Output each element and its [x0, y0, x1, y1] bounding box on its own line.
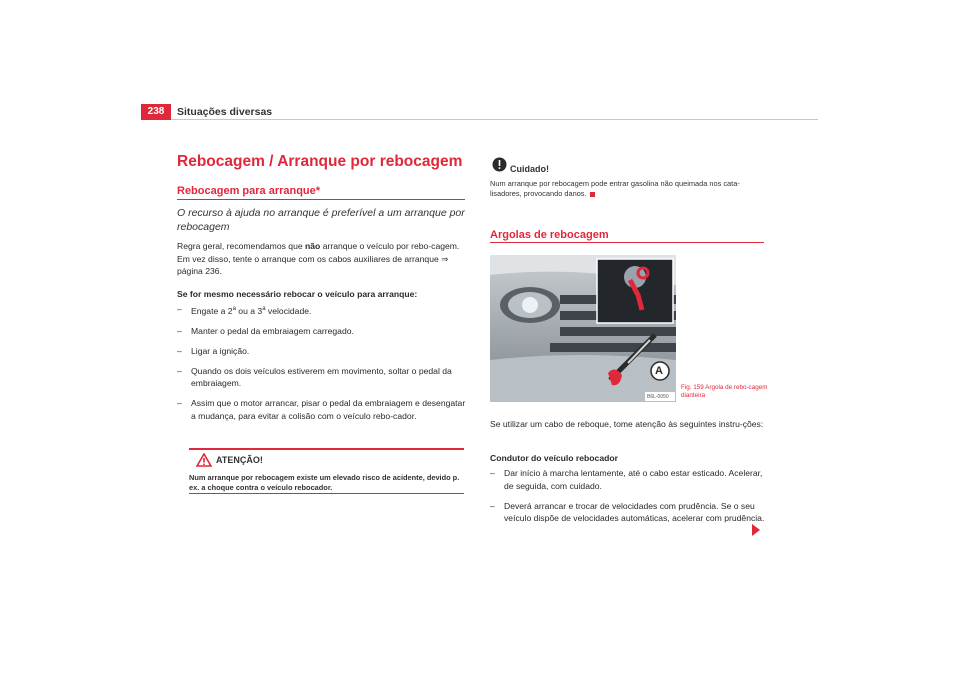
recommendation-paragraph: [177, 240, 466, 278]
figure-code: B6L-0050: [647, 394, 669, 400]
warning-text: Num arranque por rebocagem existe um elevado risco de acidente, devido p. ex. a choque contra o veículo rebocador.: [189, 473, 460, 492]
caution-title: Cuidado!: [510, 164, 549, 174]
section-title-start-by-towing: Rebocagem para arranque*: [177, 185, 321, 197]
list-item: – Dar início à marcha lentamente, até o cabo estar esticado. Acelerar, de seguida, com cuidado.: [490, 467, 768, 492]
caution-body: Num arranque por rebocagem pode entrar gasolina não queimada nos cata-lisadores, provocando danos.: [490, 179, 740, 198]
figure-towing-eye: [490, 255, 676, 402]
continue-arrow-icon: [752, 524, 760, 536]
list-item: – Deverá arrancar e trocar de velocidades com prudência. Se o seu veículo dispõe de velocidades automáticas, acelerar com prudência.: [490, 500, 768, 525]
ordinal-sup: a: [262, 306, 266, 312]
steps-heading: Se for mesmo necessário rebocar o veículo para arranque:: [177, 289, 418, 299]
list-item: – Assim que o motor arrancar, pisar o pedal da embraiagem e desengatar a mudança, para evitar a colisão com o veículo rebo-cador.: [177, 397, 466, 422]
list-item: – Quando os dois veículos estiverem em movimento, soltar o pedal da embraiagem.: [177, 365, 466, 390]
towing-cable-paragraph: Se utilizar um cabo de reboque, tome atenção às seguintes instru-ções:: [490, 419, 764, 429]
intro-text: O recurso à ajuda no arranque é preferível a um arranque por rebocagem: [177, 207, 465, 233]
section-rule: [177, 199, 465, 200]
main-title: Rebocagem / Arranque por rebocagem: [177, 153, 463, 170]
page-number: 238: [141, 104, 171, 120]
end-marker-icon: [590, 192, 595, 197]
header-divider: [171, 119, 818, 120]
step1-pre: Engate a 2: [191, 305, 233, 316]
section-title-towing-eyes: Argolas de rebocagem: [490, 229, 609, 241]
driver-heading: Condutor do veículo rebocador: [490, 453, 618, 463]
running-header: Situações diversas: [177, 106, 273, 118]
paragraph-suffix: arranque o veículo por rebo-cagem. Em vez disso, tente o arranque com os cabos auxiliares de arranque ⇒ página 236.: [177, 241, 460, 276]
list-item: – Manter o pedal da embraiagem carregado.: [177, 325, 466, 338]
section-rule: [490, 242, 764, 243]
ordinal-sup: a: [232, 306, 236, 312]
figure-caption: Fig. 159 Argola de rebo-cagem dianteira: [681, 384, 768, 399]
figure-label-a: A: [655, 365, 663, 377]
list-item: – Ligar a ignição.: [177, 345, 466, 358]
caution-text: [490, 179, 765, 199]
warning-title: ATENÇÃO!: [216, 455, 263, 465]
steps-list: [177, 303, 466, 430]
driver-steps-list: [490, 467, 768, 532]
step1-mid: ou a 3: [235, 305, 263, 316]
paragraph-prefix: Regra geral, recomendamos que: [177, 241, 306, 251]
paragraph-bold-word: não: [305, 241, 321, 251]
list-item: [177, 303, 466, 317]
caution-icon: [492, 157, 507, 172]
warning-top-bar: [189, 448, 464, 450]
warning-triangle-icon: [196, 453, 212, 467]
step1-post: velocidade.: [265, 305, 312, 316]
warning-bottom-rule: [189, 493, 464, 494]
